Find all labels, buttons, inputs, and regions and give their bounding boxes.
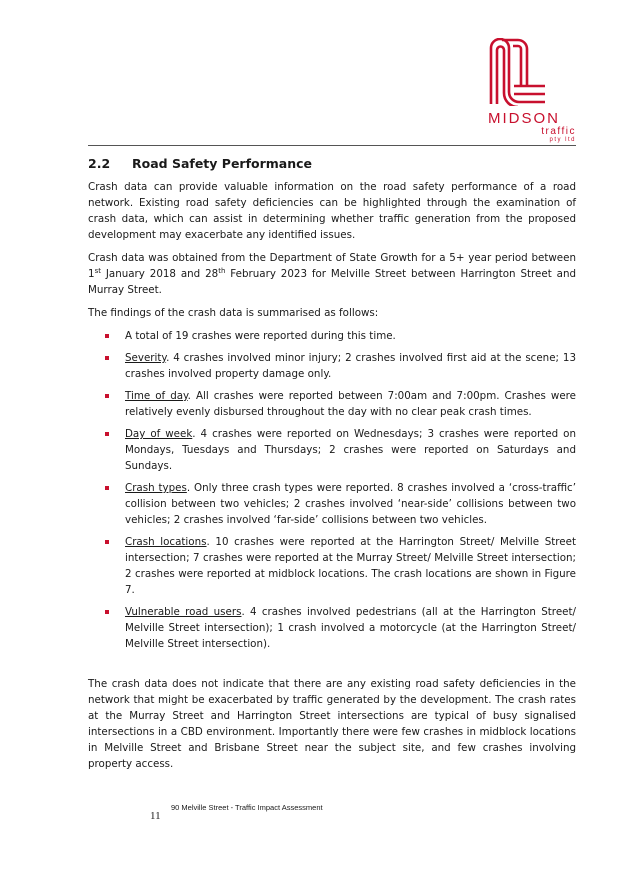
midson-m-icon [488,38,546,106]
header-rule [88,145,576,146]
section-title: Road Safety Performance [132,156,313,171]
section-number: 2.2 [88,156,111,171]
logo-name: MIDSON [488,110,560,127]
section-heading [88,156,576,172]
list-item: Vulnerable road users. 4 crashes involved pedestrians (all at the Harrington Street/ Melville Street intersection); 1 crash involved a motorcycle (at the Harrington Street/ Melville Street intersection). [88,604,576,652]
list-item: Day of week. 4 crashes were reported on Wednesdays; 3 crashes were reported on Mondays, Tuesdays and Thursdays; 2 crashes were reported on Saturdays and Sundays. [88,426,576,474]
list-item: A total of 19 crashes were reported during this time. [88,328,576,344]
list-item: Crash types. Only three crash types were reported. 8 crashes involved a ‘cross-traffic’ collision between two vehicles; 2 crashes involved ‘near-side’ collisions between two vehicles; 2 crashes involved ‘far-side’ collisions between two vehicles. [88,480,576,528]
list-item: Time of day. All crashes were reported between 7:00am and 7:00pm. Crashes were relatively evenly disbursed throughout the day with no clear peak crash times. [88,388,576,420]
page-number: 11 [150,810,161,822]
conclusion-paragraph: The crash data does not indicate that there are any existing road safety deficiencies in the network that might be exacerbated by traffic generated by the development. The crash rates at the Murray Street and Harrington Street intersections are typical of busy signalised intersections in a CBD environment. Importantly there were few crashes in midblock locations in Melville Street and Brisbane Street near the subject site, and few crashes involving property access. [88,678,576,770]
footer-document-title: 90 Melville Street - Traffic Impact Assessment [171,803,323,812]
list-item: Severity. 4 crashes involved minor injury; 2 crashes involved first aid at the scene; 13 crashes involved property damage only. [88,350,576,382]
list-item: Crash locations. 10 crashes were reported at the Harrington Street/ Melville Street intersection; 7 crashes were reported at the Murray Street/ Melville Street intersection; 2 crashes were reported at midblock locations. The crash locations are shown in Figure 7. [88,534,576,598]
logo-tagline: traffic [541,126,576,137]
company-logo [486,38,578,144]
page-content [88,156,576,779]
findings-list [88,328,576,652]
findings-intro: The findings of the crash data is summarised as follows: [88,307,379,319]
logo-suffix: pty ltd [549,137,576,143]
data-source-paragraph: Crash data was obtained from the Department of State Growth for a 5+ year period between 1st January 2018 and 28th February 2023 for Melville Street between Harrington Street and Murray Street. [88,252,577,296]
intro-paragraph: Crash data can provide valuable information on the road safety performance of a road network. Existing road safety deficiencies can be highlighted through the examination of crash data, which can assist in determining whether traffic generation from the proposed development may exacerbate any identified issues. [88,181,576,241]
